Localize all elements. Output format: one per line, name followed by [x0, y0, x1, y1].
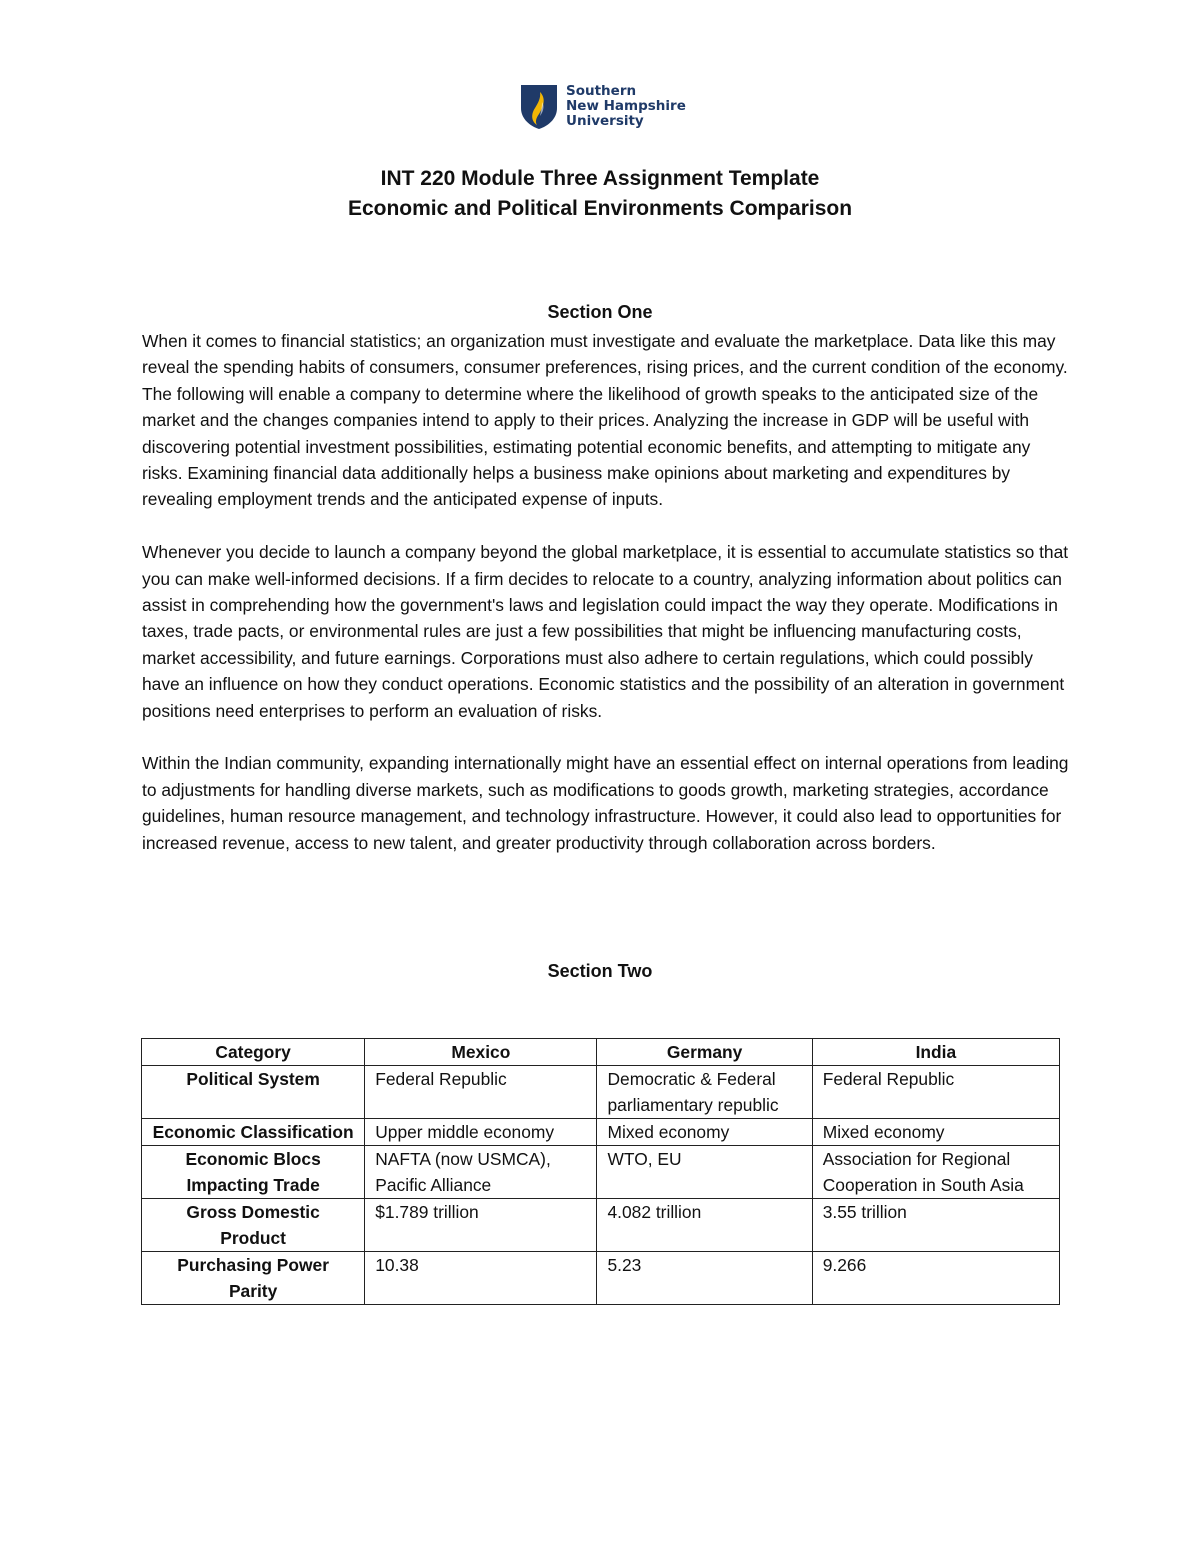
- title-line-2: Economic and Political Environments Comparison: [347, 197, 853, 220]
- table-row: [142, 1252, 1060, 1305]
- table-row: [142, 1119, 1060, 1146]
- logo-wordmark: [566, 84, 686, 129]
- table-cell: 10.38: [365, 1252, 597, 1305]
- header-india: India: [812, 1039, 1059, 1066]
- section-two-heading: Section Two: [547, 961, 653, 981]
- table-row: [142, 1066, 1060, 1119]
- header-category: Category: [142, 1039, 365, 1066]
- logo-line-1: Southern: [566, 83, 637, 99]
- title-line-1: INT 220 Module Three Assignment Template: [380, 167, 820, 190]
- header-germany: Germany: [597, 1039, 812, 1066]
- paragraph-2: Whenever you decide to launch a company beyond the global marketplace, it is essential to accumulate statistics so that you can make well-informed decisions. If a firm decides to relocate to a country, analyzing information about politics can assist in comprehending how the government's laws and legislation could impact the way they operate. Modifications in taxes, trade pacts, or environmental rules are just a few possibilities that might be influencing manufacturing costs, market accessibility, and future earnings. Corporations must also adhere to certain regulations, which could possibly have an influence on how they conduct operations. Economic statistics and the possibility of an alteration in government positions need enterprises to perform an evaluation of risks.: [142, 542, 1069, 721]
- table-cell: 5.23: [597, 1252, 812, 1305]
- row-label: Political System: [142, 1066, 365, 1119]
- table-cell: WTO, EU: [597, 1146, 812, 1199]
- logo-line-2: New Hampshire: [566, 98, 686, 114]
- paragraph-3: Within the Indian community, expanding internationally might have an essential effect on internal operations from leading to adjustments for handling diverse markets, such as modifications to goods growth, marketing strategies, accordance guidelines, human resource management, and technology infrastructure. However, it could also lead to opportunities for increased revenue, access to new talent, and greater productivity through collaboration across borders.: [142, 753, 1069, 853]
- row-label: Economic Classification: [142, 1119, 365, 1146]
- table-cell: Upper middle economy: [365, 1119, 597, 1146]
- table-cell: Democratic & Federal parliamentary republic: [597, 1066, 812, 1119]
- table-cell: 4.082 trillion: [597, 1199, 812, 1252]
- section-one-body: [142, 328, 1072, 882]
- table-cell: 9.266: [812, 1252, 1059, 1305]
- row-label: Economic Blocs Impacting Trade: [142, 1146, 365, 1199]
- table-cell: Mixed economy: [597, 1119, 812, 1146]
- university-logo: [520, 84, 686, 130]
- header-mexico: Mexico: [365, 1039, 597, 1066]
- logo-line-3: University: [566, 113, 644, 129]
- table-cell: Federal Republic: [812, 1066, 1059, 1119]
- table-row: [142, 1199, 1060, 1252]
- paragraph-1: When it comes to financial statistics; an organization must investigate and evaluate the marketplace. Data like this may reveal the spending habits of consumers, consumer preferences, rising prices, and the current condition of the economy. The following will enable a company to determine where the likelihood of growth speaks to the anticipated size of the market and the changes companies intend to apply to their prices. Analyzing the increase in GDP will be useful with discovering potential investment possibilities, estimating potential economic benefits, and attempting to mitigate any risks. Examining financial data additionally helps a business make opinions about marketing and expenditures by revealing employment trends and the anticipated expense of inputs.: [142, 331, 1068, 510]
- table-cell: 3.55 trillion: [812, 1199, 1059, 1252]
- table-cell: Mixed economy: [812, 1119, 1059, 1146]
- document-title: [0, 164, 1200, 224]
- comparison-table: [141, 1038, 1060, 1305]
- table-cell: Federal Republic: [365, 1066, 597, 1119]
- table-row: [142, 1146, 1060, 1199]
- table-cell: NAFTA (now USMCA), Pacific Alliance: [365, 1146, 597, 1199]
- row-label: Purchasing Power Parity: [142, 1252, 365, 1305]
- shield-logo-icon: [520, 84, 558, 130]
- table-header-row: [142, 1039, 1060, 1066]
- section-one-heading: Section One: [547, 302, 653, 322]
- table-cell: Association for Regional Cooperation in South Asia: [812, 1146, 1059, 1199]
- table-cell: $1.789 trillion: [365, 1199, 597, 1252]
- row-label: Gross Domestic Product: [142, 1199, 365, 1252]
